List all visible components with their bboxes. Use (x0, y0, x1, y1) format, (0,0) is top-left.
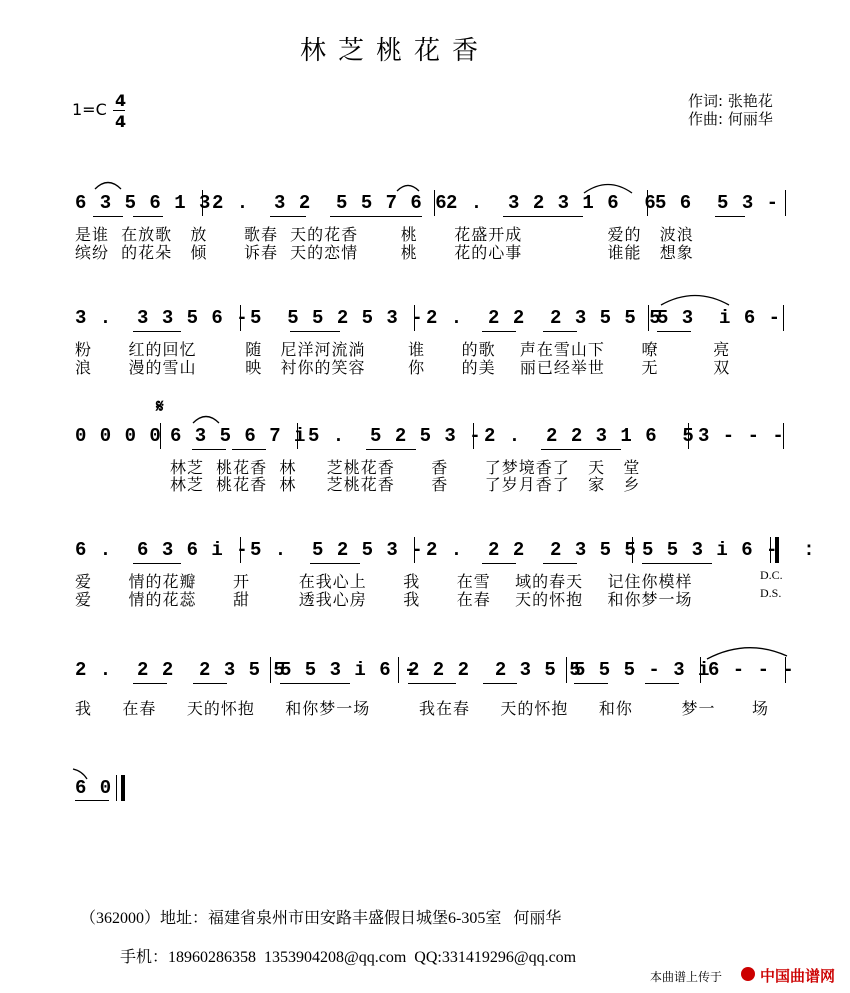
barline (783, 423, 784, 449)
beam-underline (330, 216, 422, 217)
beam-underline (133, 331, 181, 332)
song-title: 林芝桃花香 (300, 36, 491, 66)
beam-underline (93, 216, 123, 217)
barline (783, 305, 784, 331)
measure-8-notes: 5 3 i 6 - (657, 307, 782, 329)
upload-note: 本曲谱上传于 (650, 970, 723, 984)
measure-10-notes: 6 3 5 6 7 i (170, 425, 307, 447)
beam-underline (75, 800, 109, 801)
measure-11-notes: 5 . 5 2 5 3 - (308, 425, 482, 447)
measure-7-notes: 2 . 2 2 2 3 5 5 5 (426, 307, 662, 329)
beam-underline (133, 563, 181, 564)
time-signature-line (113, 110, 125, 111)
beam-underline (192, 449, 226, 450)
barline (202, 190, 203, 216)
barline (434, 190, 435, 216)
barline (160, 423, 161, 449)
measure-1-notes: 6 3 5 6 1 3 (75, 192, 212, 214)
site-brand-link[interactable]: 中国曲谱网 (760, 968, 836, 985)
beam-underline (657, 331, 691, 332)
contact-line: 手机：18960286358 1353904208@qq.com QQ:331419296@qq.com (120, 949, 577, 966)
barline (297, 423, 298, 449)
measure-21-notes: 5 5 5 - 3 i (574, 659, 711, 681)
measure-23-notes: 6 0 (75, 777, 113, 799)
segno-icon: 𝄋 (156, 396, 164, 416)
barline (632, 537, 633, 563)
beam-underline (503, 216, 583, 217)
key-signature: 1=C (72, 100, 107, 119)
measure-3-notes: 2 . 3 2 3 1 6 6 (446, 192, 657, 214)
beam-underline (715, 216, 745, 217)
beam-underline (482, 331, 516, 332)
lyrics-verse-2: 缤纷 的花朵 倾 诉春 天的恋情 桃 花的心事 谁能 想象 (75, 243, 694, 262)
lyrics-verse-2: 林芝 桃花香 林 芝桃花香 香 了岁月香了 家 乡 (170, 475, 641, 494)
beam-underline (574, 683, 608, 684)
barline (240, 537, 241, 563)
beam-underline (543, 331, 577, 332)
barline (566, 657, 567, 683)
measure-22-notes: 6 - - - (708, 659, 795, 681)
measure-13-notes: 3 - - - (698, 425, 785, 447)
slur-mark (660, 292, 730, 306)
measure-19-notes: 5 5 3 i 6 - (280, 659, 417, 681)
barline (785, 190, 786, 216)
beam-underline (133, 216, 163, 217)
beam-underline (290, 331, 340, 332)
barline (270, 657, 271, 683)
lyrics-verse-1: 林芝 桃花香 林 芝桃花香 香 了梦境香了 天 堂 (170, 458, 641, 477)
lyricist-credit: 作词: 张艳花 (688, 92, 773, 110)
barline (473, 423, 474, 449)
measure-14-notes: 6 . 6 3 6 i - (75, 539, 249, 561)
barline (700, 657, 701, 683)
lyrics-verse-1: 粉 红的回忆 随 尼洋河流淌 谁 的歌 声在雪山下 嘹 亮 (75, 340, 731, 359)
beam-underline (270, 216, 306, 217)
composer-credit: 作曲: 何丽华 (688, 110, 773, 128)
beam-underline (541, 449, 621, 450)
dal-segno-marking: D.S. (760, 586, 782, 600)
measure-16-notes: 2 . 2 2 2 3 5 5 (426, 539, 637, 561)
measure-18-notes: 2 . 2 2 2 3 5 5 (75, 659, 286, 681)
repeat-barline-thick (775, 537, 779, 563)
barline (785, 657, 786, 683)
measure-20-notes: 2 2 2 2 3 5 5 (408, 659, 582, 681)
address-line: （362000）地址：福建省泉州市田安路丰盛假日城堡6-305室 何丽华 (80, 910, 562, 927)
slur-mark (396, 182, 420, 192)
slur-mark (94, 178, 122, 190)
beam-underline (280, 683, 350, 684)
time-signature-bottom: 4 (115, 112, 127, 131)
final-barline-thick (121, 775, 125, 801)
beam-underline (310, 563, 360, 564)
measure-17-notes: 5 5 3 i 6 - : (642, 539, 816, 561)
lyrics-verse-2: 浪 漫的雪山 映 衬你的笑容 你 的美 丽已经举世 无 双 (75, 358, 731, 377)
barline (414, 537, 415, 563)
beam-underline (482, 563, 516, 564)
measure-4-notes: 5 6 5 3 - (655, 192, 780, 214)
beam-underline (366, 449, 416, 450)
barline (648, 305, 649, 331)
beam-underline (408, 683, 456, 684)
beam-underline (133, 683, 167, 684)
barline (414, 305, 415, 331)
site-logo-icon (741, 967, 755, 981)
measure-6-notes: 5 5 5 2 5 3 - (250, 307, 424, 329)
barline (688, 423, 689, 449)
beam-underline (483, 683, 517, 684)
beam-underline (232, 449, 266, 450)
tie-mark (706, 644, 788, 660)
slur-mark (192, 412, 220, 424)
lyrics-verse-1: 是谁 在放歌 放 歌春 天的花香 桃 花盛开成 爱的 波浪 (75, 225, 694, 244)
measure-15-notes: 5 . 5 2 5 3 - (250, 539, 424, 561)
beam-underline (645, 683, 679, 684)
measure-12-notes: 2 . 2 2 3 1 6 5 (484, 425, 695, 447)
measure-5-notes: 3 . 3 3 5 6 - (75, 307, 249, 329)
lyrics-verse-2: 爱 情的花蕊 甜 透我心房 我 在春 天的怀抱 和你梦一场 (75, 590, 693, 609)
tie-mark (583, 180, 633, 194)
beam-underline (543, 563, 577, 564)
final-barline-thin (116, 775, 117, 801)
beam-underline (193, 683, 227, 684)
repeat-barline-thin (770, 537, 771, 563)
beam-underline (642, 563, 712, 564)
lyrics-line: 我 在春 天的怀抱 和你梦一场 我在春 天的怀抱 和你 梦一 场 (75, 699, 770, 718)
measure-2-notes: 2 . 3 2 5 5 7 6 6 (212, 192, 448, 214)
da-capo-marking: D.C. (760, 568, 783, 582)
lyrics-verse-1: 爱 情的花瓣 开 在我心上 我 在雪 域的春天 记住你模样 (75, 572, 693, 591)
barline (240, 305, 241, 331)
barline (398, 657, 399, 683)
measure-9-notes: 0 0 0 0 (75, 425, 162, 447)
barline (647, 190, 648, 216)
time-signature-top: 4 (115, 91, 127, 110)
